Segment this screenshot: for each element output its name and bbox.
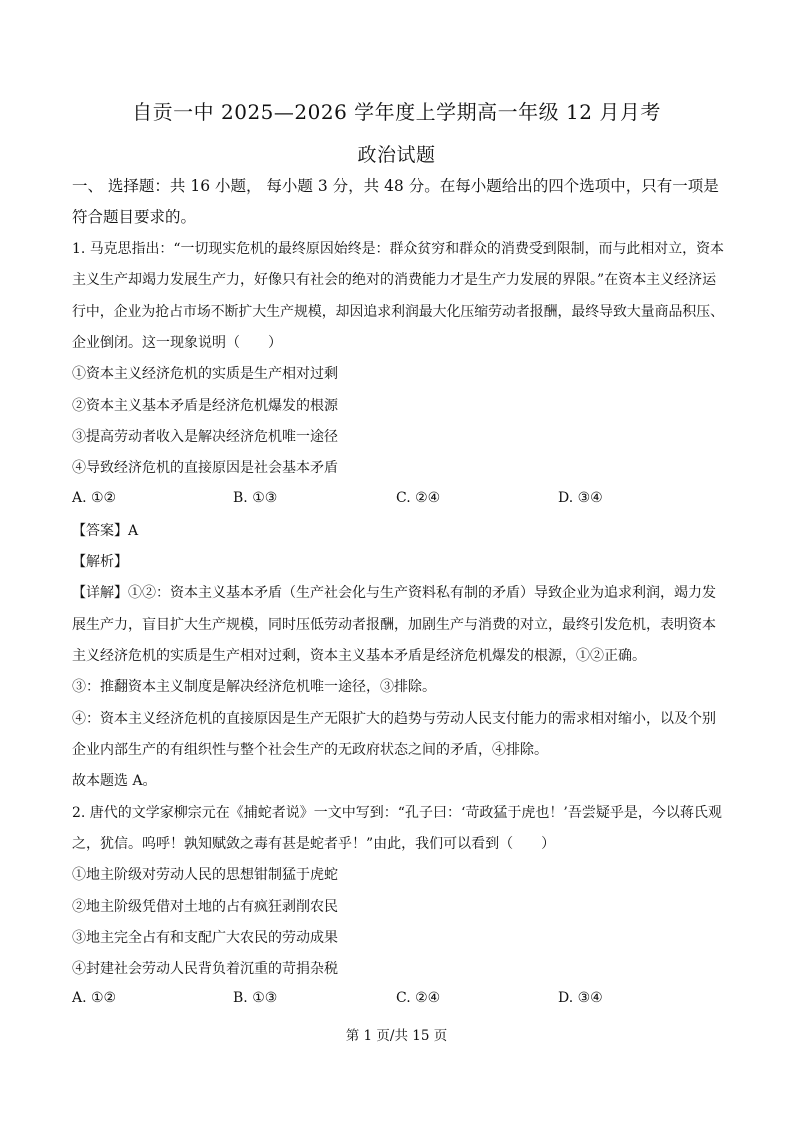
q1-options bbox=[72, 490, 724, 510]
section-heading-line-1: 一、 选择题：共 16 小题， 每小题 3 分，共 48 分。在每小题给出的四个选项中，只有一项是 bbox=[72, 177, 719, 195]
q1-option-a: A. ①② bbox=[72, 490, 117, 506]
q2-statement: ④封建社会劳动人民背负着沉重的苛捐杂税 bbox=[72, 961, 338, 977]
exam-title: 自贡一中 2025—2026 学年度上学期高一年级 12 月月考 bbox=[132, 100, 661, 124]
exam-subtitle: 政治试题 bbox=[357, 144, 436, 166]
q1-stem-line: 1. 马克思指出：“一切现实危机的最终原因始终是：群众贫穷和群众的消费受到限制，而与此相对立，资本 bbox=[72, 241, 724, 257]
q2-stem-line: 之，犹信。呜呼！孰知赋敛之毒有甚是蛇者乎！”由此，我们可以看到（ ） bbox=[72, 836, 556, 852]
q2-statement: ②地主阶级凭借对土地的占有疯狂剥削农民 bbox=[72, 899, 338, 915]
page-number: 第 1 页/共 15 页 bbox=[345, 1028, 448, 1044]
q1-analysis-label: 【解析】 bbox=[72, 554, 128, 570]
q2-option-a: A. ①② bbox=[72, 990, 117, 1006]
q1-detail-line: ③：推翻资本主义制度是解决经济危机唯一途径，③排除。 bbox=[72, 679, 436, 695]
q2-stem-line: 2. 唐代的文学家柳宗元在《捕蛇者说》一文中写到：“孔子曰：‘苛政猛于虎也！’吾尝疑乎是，今以蒋氏观 bbox=[72, 805, 722, 821]
q1-stem-line: 企业倒闭。这一现象说明（ ） bbox=[72, 335, 282, 351]
q1-option-b: B. ①③ bbox=[233, 490, 278, 506]
q1-stem-line: 主义生产却竭力发展生产力，好像只有社会的绝对的消费能力才是生产力发展的界限。”在资本主义经济运 bbox=[72, 272, 717, 288]
q1-detail-line: ④：资本主义经济危机的直接原因是生产无限扩大的趋势与劳动人民支付能力的需求相对缩小，以及个别 bbox=[72, 711, 716, 727]
q1-option-c: C. ②④ bbox=[396, 490, 441, 506]
section-heading-line-2: 符合题目要求的。 bbox=[72, 208, 197, 226]
q1-detail-line: 企业内部生产的有组织性与整个社会生产的无政府状态之间的矛盾，④排除。 bbox=[72, 742, 548, 758]
q1-statement: ③提高劳动者收入是解决经济危机唯一途径 bbox=[72, 429, 338, 445]
q2-options bbox=[72, 990, 724, 1010]
q1-detail-line: 展生产力，盲目扩大生产规模，同时压低劳动者报酬，加剧生产与消费的对立，最终引发危机，表明资本 bbox=[72, 617, 716, 633]
q2-statement: ①地主阶级对劳动人民的思想钳制猛于虎蛇 bbox=[72, 867, 338, 883]
q1-statement: ②资本主义基本矛盾是经济危机爆发的根源 bbox=[72, 398, 338, 414]
q1-statement: ①资本主义经济危机的实质是生产相对过剩 bbox=[72, 366, 338, 382]
q1-statement: ④导致经济危机的直接原因是社会基本矛盾 bbox=[72, 460, 338, 476]
q1-option-d: D. ③④ bbox=[558, 490, 603, 506]
q1-detail-line: 【详解】①②：资本主义基本矛盾（生产社会化与生产资料私有制的矛盾）导致企业为追求利润，竭力发 bbox=[72, 585, 716, 601]
q1-conclusion: 故本题选 A。 bbox=[72, 773, 157, 789]
q2-option-b: B. ①③ bbox=[233, 990, 278, 1006]
q1-answer: 【答案】A bbox=[72, 523, 139, 539]
q1-detail-line: 主义经济危机的实质是生产相对过剩，资本主义基本矛盾是经济危机爆发的根源，①②正确。 bbox=[72, 648, 646, 664]
q2-statement: ③地主完全占有和支配广大农民的劳动成果 bbox=[72, 930, 338, 946]
q2-option-d: D. ③④ bbox=[558, 990, 603, 1006]
q1-stem-line: 行中，企业为抢占市场不断扩大生产规模，却因追求利润最大化压缩劳动者报酬，最终导致大量商品积压、 bbox=[72, 304, 725, 320]
q2-option-c: C. ②④ bbox=[396, 990, 441, 1006]
